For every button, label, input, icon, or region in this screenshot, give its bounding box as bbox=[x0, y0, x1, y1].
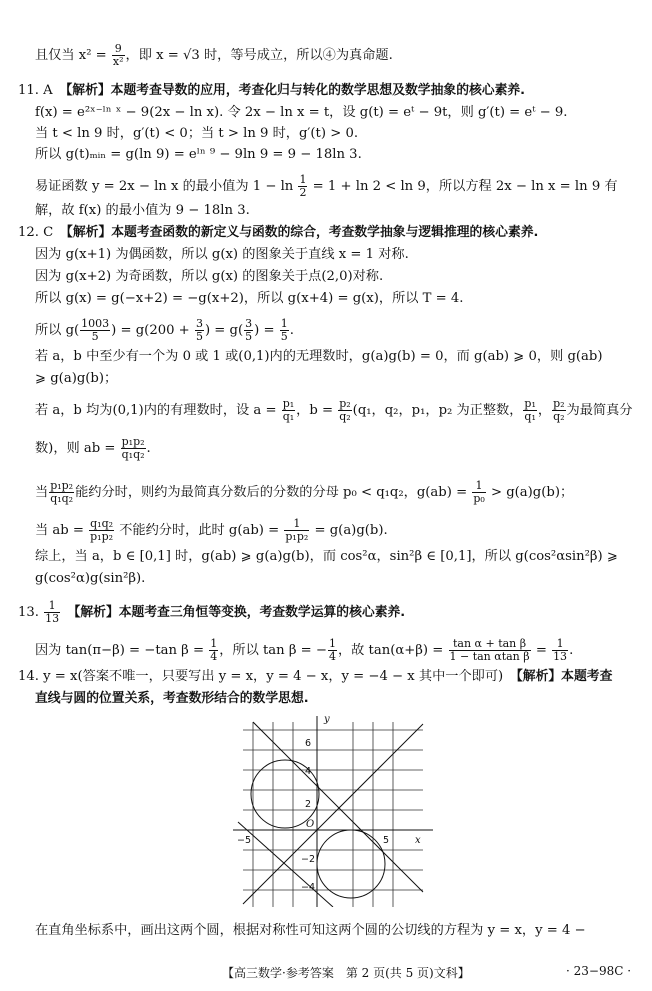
numerator: p₁ bbox=[282, 397, 295, 410]
denominator: p₁p₂ bbox=[285, 530, 309, 543]
answer-label: 13. bbox=[18, 605, 44, 620]
numerator: 1 bbox=[328, 637, 336, 650]
text-run: (q₁，q₂，p₁，p₂ 为正整数， bbox=[352, 403, 523, 418]
x-axis-label: x bbox=[415, 835, 421, 846]
denominator: q₁q₂ bbox=[50, 492, 74, 505]
tangent-line bbox=[253, 722, 423, 892]
text-line: 所以 g(x) = g(−x+2) = −g(x+2)，所以 g(x+4) = g(x)，所以 T = 4. bbox=[35, 291, 464, 306]
tick-label: −5 bbox=[237, 835, 252, 846]
tick-label: 6 bbox=[305, 738, 312, 749]
tick-label: −4 bbox=[301, 882, 316, 893]
text-run: > g(a)g(b)； bbox=[486, 485, 574, 500]
origin-label: O bbox=[306, 819, 315, 830]
fraction bbox=[472, 480, 485, 505]
denominator: q₁q₂ bbox=[121, 448, 145, 461]
fraction bbox=[49, 480, 74, 505]
denominator: 5 bbox=[91, 330, 99, 343]
answer-text: 14. y = x(答案不唯一，只要写出 y = x，y = 4 − x，y = −4 − x 其中一个即可) bbox=[18, 669, 517, 684]
denominator: 1 − tan αtan β bbox=[449, 650, 530, 663]
text-run: 为最简真分 bbox=[566, 403, 633, 418]
text-line: 在直角坐标系中，画出这两个圆，根据对称性可知这两个圆的公切线的方程为 y = x，y = 4 − bbox=[35, 923, 586, 938]
text-run: 若 a，b 均为(0,1)内的有理数时，设 a = bbox=[35, 403, 281, 418]
answer-label: 11. A bbox=[18, 83, 66, 98]
fraction bbox=[523, 398, 536, 423]
text-line bbox=[35, 638, 573, 663]
numerator: 1 bbox=[472, 480, 485, 493]
text-line bbox=[35, 436, 151, 461]
fraction bbox=[244, 318, 253, 343]
numerator: 1 bbox=[210, 637, 218, 650]
denominator: 5 bbox=[195, 330, 203, 343]
numerator: p₁p₂ bbox=[121, 435, 145, 448]
numerator: 1 bbox=[552, 638, 568, 651]
text-run: 当 bbox=[35, 485, 49, 500]
fraction bbox=[209, 638, 218, 663]
fraction bbox=[121, 436, 146, 461]
numerator: 1003 bbox=[81, 317, 110, 330]
denominator: p₀ bbox=[473, 492, 485, 505]
text-line: g(cos²α)g(sin²β). bbox=[35, 571, 146, 586]
text-line: f(x) = e²ˣ⁻ˡⁿ ˣ − 9(2x − ln x). 令 2x − ln x = t，设 g(t) = eᵗ − 9t，则 g′(t) = eᵗ − 9. bbox=[35, 105, 568, 120]
text-run: 因为 tan(π−β) = −tan β = bbox=[35, 643, 209, 658]
text-run: . bbox=[289, 323, 294, 338]
text-run: 且仅当 x² = bbox=[35, 48, 111, 63]
text-line: ⩾ g(a)g(b)； bbox=[35, 371, 118, 386]
text-run: ，即 x = √3 时，等号成立，所以④为真命题. bbox=[125, 48, 393, 63]
analysis-title: 【解析】本题考查函数的新定义与函数的综合，考查数学抽象与逻辑推理的核心素养. bbox=[66, 225, 539, 240]
denominator: q₂ bbox=[339, 410, 351, 423]
question-14-heading bbox=[18, 668, 612, 686]
text-line: 因为 g(x+2) 为奇函数，所以 g(x) 的图象关于点(2,0)对称. bbox=[35, 269, 384, 284]
text-run: ，故 tan(α+β) = bbox=[337, 643, 448, 658]
fraction bbox=[89, 518, 114, 543]
page-code: · 23−98C · bbox=[566, 964, 632, 978]
fraction bbox=[284, 518, 309, 543]
circle-lower-right bbox=[317, 830, 385, 898]
analysis-title: 【解析】本题考查导数的应用，考查化归与转化的数学思想及数学抽象的核心素养. bbox=[65, 83, 526, 98]
tick-label: −2 bbox=[301, 854, 316, 865]
denominator: p₁p₂ bbox=[90, 530, 114, 543]
fraction bbox=[282, 398, 295, 423]
text-run: ) = g( bbox=[204, 323, 244, 338]
fraction bbox=[112, 43, 125, 68]
text-run: . bbox=[569, 643, 574, 658]
denominator: q₁ bbox=[524, 410, 536, 423]
fraction bbox=[552, 638, 568, 663]
text-run: ， bbox=[537, 403, 552, 418]
denominator: 5 bbox=[245, 330, 253, 343]
fraction bbox=[449, 638, 531, 663]
text-run: 数)，则 ab = bbox=[35, 441, 120, 456]
analysis-title-cont: 直线与圆的位置关系，考查数形结合的数学思想. bbox=[35, 691, 309, 706]
numerator: p₁p₂ bbox=[50, 479, 74, 492]
text-run: = g(a)g(b). bbox=[310, 523, 388, 538]
numerator: p₂ bbox=[339, 397, 351, 410]
text-line: 解，故 f(x) 的最小值为 9 − 18ln 3. bbox=[35, 203, 250, 218]
text-line bbox=[35, 480, 573, 505]
text-run: = 1 + ln 2 < ln 9，所以方程 2x − ln x = ln 9 有 bbox=[308, 179, 618, 194]
numerator: 9 bbox=[112, 43, 125, 56]
denominator: x² bbox=[112, 55, 124, 68]
denominator: 5 bbox=[280, 330, 288, 343]
text-run: = bbox=[531, 643, 552, 658]
fraction bbox=[44, 600, 60, 625]
tick-label: 2 bbox=[305, 799, 312, 810]
text-run: 易证函数 y = 2x − ln x 的最小值为 1 − ln bbox=[35, 179, 298, 194]
numerator: 1 bbox=[299, 173, 307, 186]
fraction bbox=[552, 398, 565, 423]
question-11-heading bbox=[18, 82, 525, 100]
denominator: 13 bbox=[45, 612, 60, 625]
numerator: 1 bbox=[44, 600, 60, 613]
analysis-title: 【解析】本题考查三角恒等变换，考查数学运算的核心素养. bbox=[61, 605, 406, 620]
text-run: . bbox=[146, 441, 151, 456]
numerator: p₂ bbox=[553, 397, 565, 410]
text-line: 因为 g(x+1) 为偶函数，所以 g(x) 的图象关于直线 x = 1 对称. bbox=[35, 247, 409, 262]
numerator: q₁q₂ bbox=[90, 517, 114, 530]
text-run: 能约分时，则约为最简真分数后的分数的分母 p₀ < q₁q₂，g(ab) = bbox=[75, 485, 472, 500]
text-line bbox=[35, 174, 618, 199]
denominator: q₂ bbox=[553, 410, 565, 423]
analysis-title: 【解析】本题考查 bbox=[516, 669, 613, 684]
fraction bbox=[338, 398, 351, 423]
text-run: 所以 g( bbox=[35, 323, 80, 338]
text-line bbox=[35, 318, 294, 343]
denominator: 4 bbox=[210, 650, 218, 663]
text-run: 不能约分时，此时 g(ab) = bbox=[115, 523, 284, 538]
fraction bbox=[298, 174, 307, 199]
numerator: 3 bbox=[245, 317, 253, 330]
fraction bbox=[80, 318, 110, 343]
coordinate-figure bbox=[233, 712, 433, 907]
text-run: ，所以 tan β = − bbox=[219, 643, 327, 658]
denominator: q₁ bbox=[282, 410, 295, 423]
tick-label: 4 bbox=[305, 766, 312, 777]
text-run: ) = bbox=[254, 323, 279, 338]
text-run: 当 ab = bbox=[35, 523, 89, 538]
fraction bbox=[195, 318, 204, 343]
denominator: 4 bbox=[328, 650, 336, 663]
tangent-line bbox=[243, 724, 423, 904]
answer-label: 12. C bbox=[18, 225, 67, 240]
tick-label: 5 bbox=[383, 835, 390, 846]
denominator: 2 bbox=[299, 186, 307, 199]
text-line: 综上，当 a，b ∈ [0,1] 时，g(ab) ⩾ g(a)g(b)，而 cos²α，sin²β ∈ [0,1]，所以 g(cos²αsin²β) ⩾ bbox=[35, 549, 618, 564]
fraction bbox=[328, 638, 337, 663]
text-run: ，b = bbox=[296, 403, 338, 418]
y-axis-label: y bbox=[324, 714, 330, 725]
page-footer: 【高三数学·参考答案 第 2 页(共 5 页)文科】 bbox=[222, 966, 470, 980]
numerator: 1 bbox=[284, 518, 309, 531]
text-line: 当 t < ln 9 时，g′(t) < 0；当 t > ln 9 时，g′(t) > 0. bbox=[35, 126, 359, 141]
text-line: 若 a，b 中至少有一个为 0 或 1 或(0,1)内的无理数时，g(a)g(b) = 0，而 g(ab) ⩾ 0，则 g(ab) bbox=[35, 349, 603, 364]
numerator: 1 bbox=[280, 317, 288, 330]
text-line bbox=[35, 398, 632, 423]
denominator: 13 bbox=[553, 650, 568, 663]
numerator: 3 bbox=[195, 317, 203, 330]
question-12-heading bbox=[18, 224, 538, 242]
text-line: 所以 g(t)ₘᵢₙ = g(ln 9) = eˡⁿ ⁹ − 9ln 9 = 9 − 18ln 3. bbox=[35, 147, 362, 162]
numerator: tan α + tan β bbox=[449, 638, 531, 651]
text-line bbox=[35, 43, 393, 68]
question-13-heading bbox=[18, 600, 405, 625]
fraction bbox=[280, 318, 289, 343]
text-line bbox=[35, 518, 388, 543]
numerator: p₁ bbox=[524, 397, 536, 410]
text-run: ) = g(200 + bbox=[111, 323, 194, 338]
